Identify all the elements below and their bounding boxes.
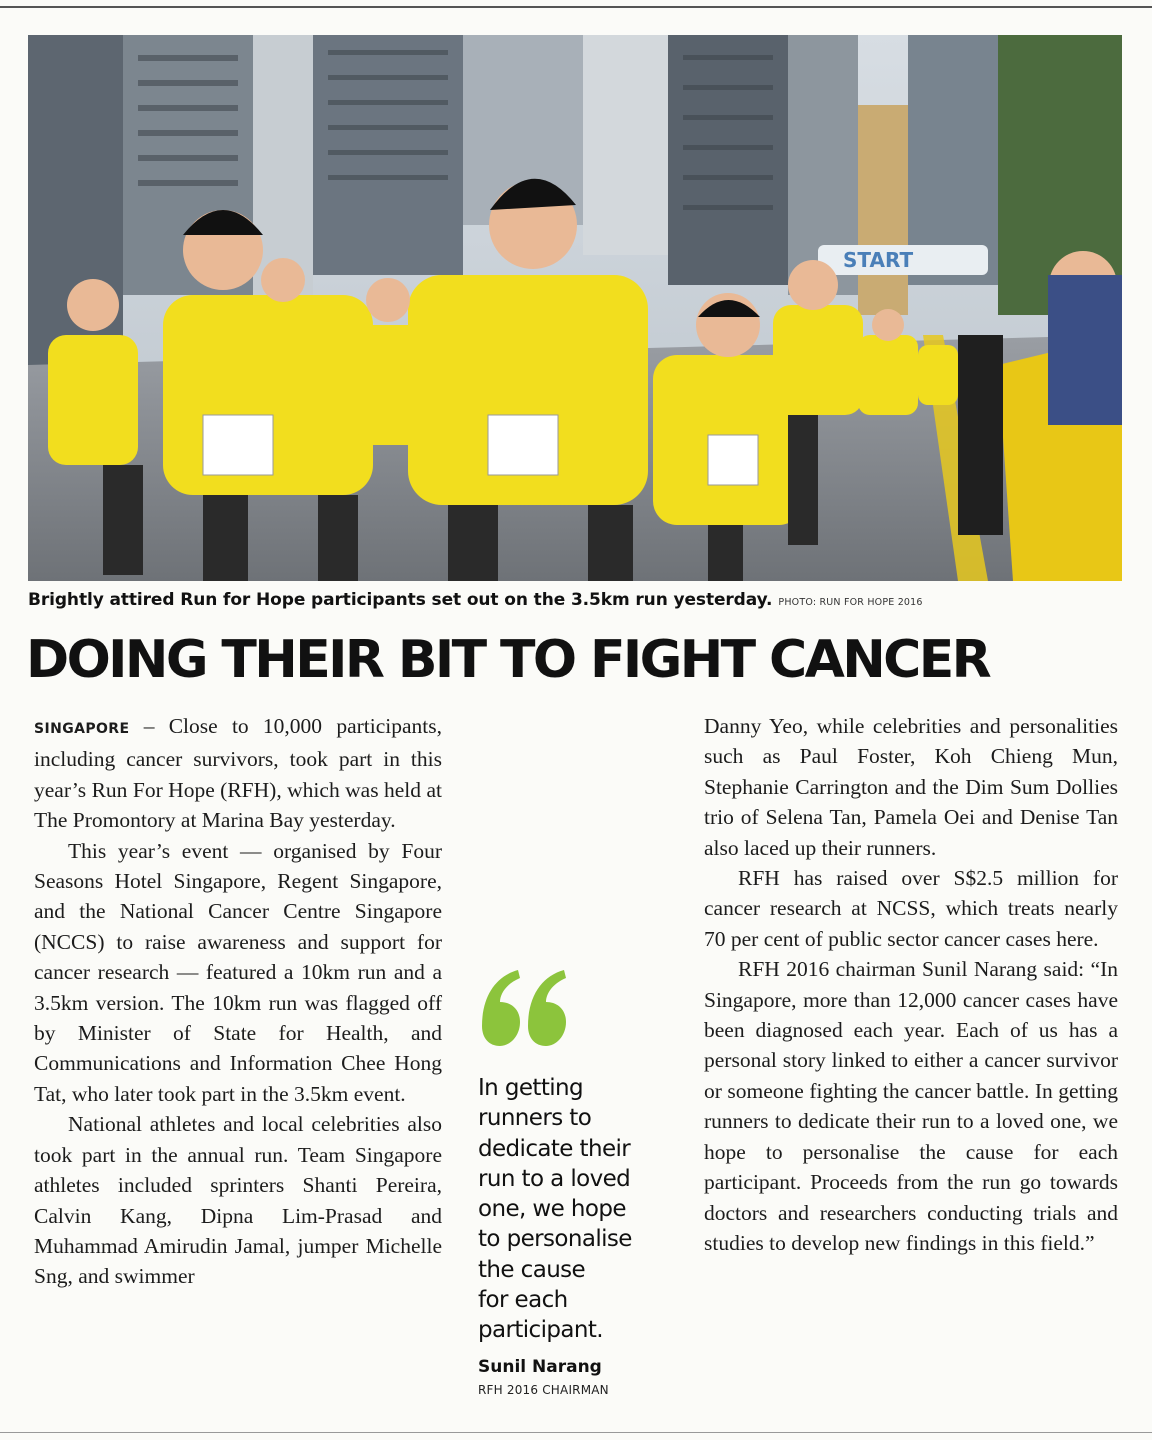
pull-quote-line: participant.: [478, 1317, 603, 1344]
pull-quote-line: runners to: [478, 1105, 592, 1132]
pull-quote-author: Sunil Narang: [478, 1357, 602, 1377]
headline: DOING THEIR BIT TO FIGHT CANCER: [26, 630, 990, 690]
pull-quote-line: dedicate their: [478, 1135, 631, 1162]
quotation-mark-icon: [478, 968, 573, 1048]
paragraph-5: RFH has raised over S$2.5 million for cancer research at NCSS, which treats nearly 70 per cent of public sector cancer cases here.: [704, 866, 1118, 951]
start-banner-text: START: [843, 248, 914, 272]
paragraph-1: [34, 711, 442, 836]
pull-quote: [478, 1073, 678, 1346]
paragraph-2: This year’s event — organised by Four Seasons Hotel Singapore, Regent Singapore, and the National Cancer Centre Singapore (NCCS) to raise awareness and support for cancer research — featured a 10km run and a 3.5km version. The 10km run was flagged off by Minister of State for Health, and Communications and Information Chee Hong Tat, who later took part in the 3.5km event.: [34, 838, 442, 1106]
bottom-rule: [0, 1432, 1152, 1433]
article-left-column: [34, 711, 442, 1292]
pull-quote-line: run to a loved: [478, 1165, 631, 1192]
pull-quote-author-role: RFH 2016 CHAIRMAN: [478, 1383, 609, 1397]
pull-quote-line: for each: [478, 1287, 568, 1314]
race-photo: [28, 35, 1122, 581]
photo-credit: PHOTO: RUN FOR HOPE 2016: [778, 597, 923, 608]
article-right-column: [704, 711, 1118, 1258]
paragraph-4: Danny Yeo, while celebrities and personalities such as Paul Foster, Koh Chieng Mun, Stephanie Carrington and the Dim Sum Dollies trio of Selena Tan, Pamela Oei and Denise Tan also laced up their runners.: [704, 714, 1118, 860]
photo-caption: [28, 590, 1128, 610]
pull-quote-line: the cause: [478, 1256, 586, 1283]
top-rule: [0, 6, 1152, 8]
paragraph-1-text: – Close to 10,000 participants, including cancer survivors, took part in this year’s Run For Hope (RFH), which was held at The Promontory at Marina Bay yesterday.: [34, 714, 442, 833]
pull-quote-line: to personalise: [478, 1226, 632, 1253]
dateline: SINGAPORE: [34, 721, 130, 737]
caption-text: Brightly attired Run for Hope participants set out on the 3.5km run yesterday.: [28, 590, 773, 610]
pull-quote-line: In getting: [478, 1075, 584, 1101]
paragraph-6: RFH 2016 chairman Sunil Narang said: “In Singapore, more than 12,000 cancer cases have been diagnosed each year. Each of us has a personal story linked to either a cancer survivor or someone fighting the cancer battle. In getting runners to dedicate their run to a loved one, we hope to personalise the cause for each participant. Proceeds from the run go towards doctors and researchers conducting trials and studies to develop new findings in this field.”: [704, 957, 1118, 1255]
pull-quote-line: one, we hope: [478, 1196, 626, 1223]
paragraph-3: National athletes and local celebrities also took part in the annual run. Team Singapore athletes included sprinters Shanti Pereira, Calvin Kang, Dipna Lim-Prasad and Muhammad Amirudin Jamal, jumper Michelle Sng, and swimmer: [34, 1112, 442, 1289]
